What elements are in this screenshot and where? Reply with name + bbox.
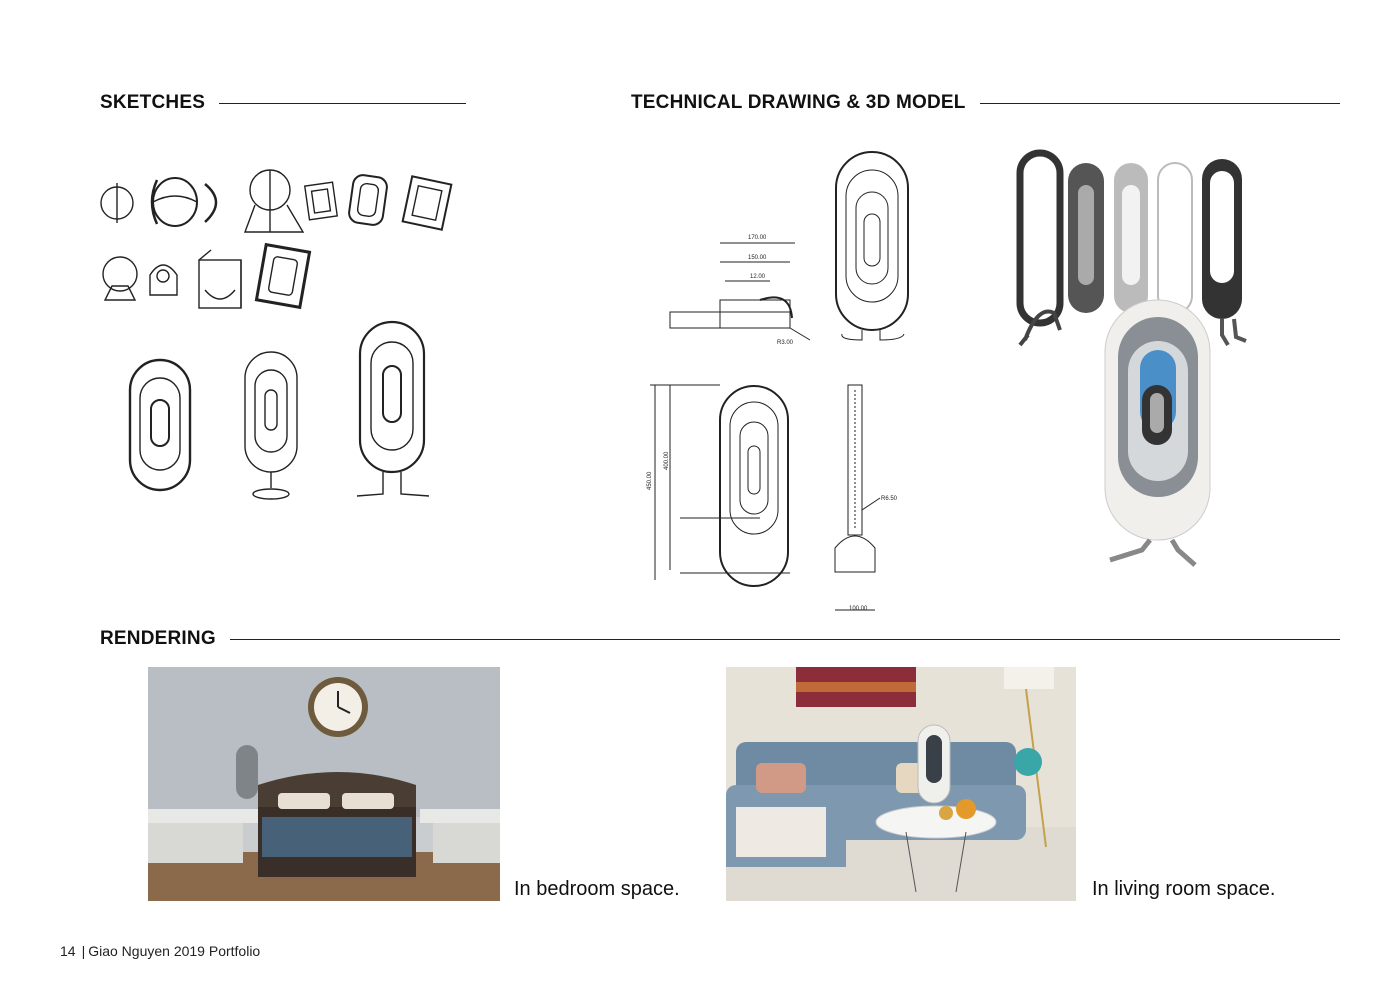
dim-r3: R3.00 [777,340,794,346]
dim-100: 100.00 [849,606,868,612]
page-number: 14 [60,943,76,959]
technical-front-view [836,152,908,340]
technical-side-elevation [647,385,790,586]
wall-painting [796,667,916,707]
wall-clock [308,677,368,737]
sketch-dome-mirror [150,265,177,295]
bed [258,772,416,877]
sketch-standing-mirror [245,170,303,232]
page-footer [60,943,260,959]
product-on-table [918,725,950,803]
technical-title: TECHNICAL DRAWING & 3D MODEL [631,92,966,113]
technical-top-view [670,235,810,346]
rendering-rule [230,639,1340,640]
sketch-round-mirror [101,183,133,223]
dim-400: 400.00 [664,451,670,470]
rendering-header [100,628,1340,650]
living-room-rendering [726,667,1076,901]
sketches-panel [95,150,475,510]
sketch-oval-concept-2 [245,352,297,499]
technical-header [631,92,1340,114]
sketches-header [100,92,466,114]
dim-r6-5: R6.50 [881,496,898,502]
model-3d-panel [1010,145,1340,585]
sketch-sphere-mirror [152,178,216,226]
sketches-rule [219,103,466,104]
sketch-oval-concept-3 [357,322,429,496]
dim-150: 150.00 [748,255,767,261]
sketch-tilted-frame [256,245,309,308]
footer-text: Giao Nguyen 2019 Portfolio [88,943,261,959]
sketch-photo-frame [403,176,452,229]
sketches-title: SKETCHES [100,92,206,113]
sketch-oval-frame [348,174,388,226]
sketch-oval-concept-1 [130,360,190,490]
footer-separator: | [81,943,86,959]
dim-12: 12.00 [750,274,766,280]
rendering-title: RENDERING [100,628,216,649]
technical-rule [980,103,1340,104]
technical-drawing-panel [640,140,940,620]
sketch-square-frame [305,182,337,220]
bedroom-rendering [148,667,500,901]
bedroom-caption: In bedroom space. [514,878,680,900]
sketch-globe-stand [103,257,137,300]
living-room-caption: In living room space. [1092,878,1276,900]
sketch-box-mirror [199,250,241,308]
dim-450: 450.00 [647,471,653,490]
technical-section-view [835,385,898,612]
dim-170: 170.00 [748,235,767,241]
rendered-product [1105,300,1210,565]
